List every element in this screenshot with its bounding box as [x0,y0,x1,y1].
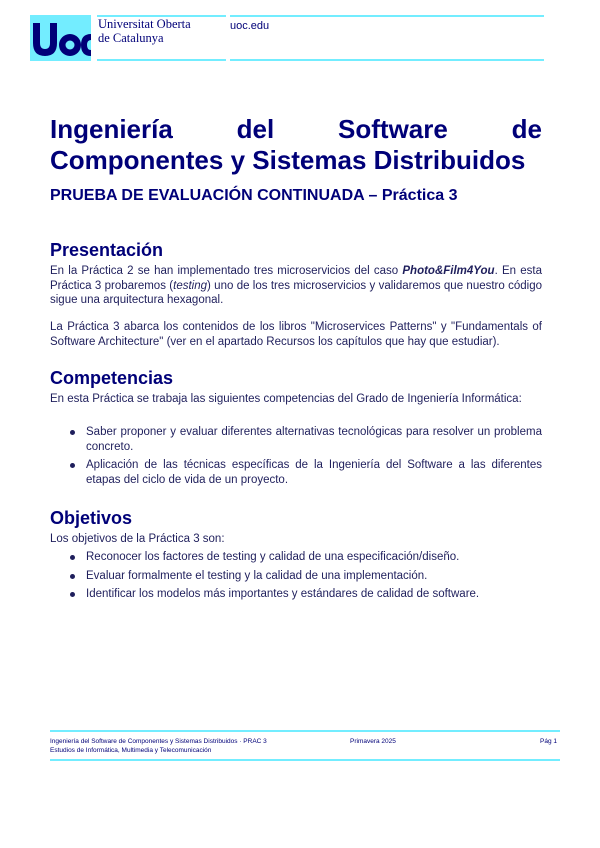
case-name: Photo&Film4You [402,265,495,277]
list-item: Reconocer los factores de testing y calidad de una especificación/diseño. [50,550,542,565]
document-subtitle: PRUEBA DE EVALUACIÓN CONTINUADA – Práctica 3 [50,187,458,204]
university-name [98,17,191,45]
objetivos-list [50,550,542,602]
footer-semester: Primavera 2025 [350,738,396,745]
document-title: Ingeniería del Software de Componentes y Sistemas Distribuidos [50,114,542,175]
university-name-line2: de Catalunya [98,31,164,45]
presentacion-p1-mid: . En esta Práctica 3 probaremos ( [50,265,542,292]
presentacion-paragraph-2: La Práctica 3 abarca los contenidos de los libros "Microservices Patterns" y "Fundamentals of Software Architecture" (ver en el apartado Recursos los capítulos que hay que estudiar). [50,321,542,348]
presentacion-p1-after: ) uno de los tres microservicios y validaremos que nuestro código sigue una arquitectura hexagonal. [50,279,543,306]
presentacion-paragraph-1 [50,264,542,308]
list-item: Identificar los modelos más importantes y estándares de calidad de software. [50,587,542,602]
header-rule-right-top [230,15,544,17]
list-item: Saber proponer y evaluar diferentes alternativas tecnológicas para resolver un problema concreto. [50,425,542,454]
footer-page-number: Pág 1 [540,738,557,745]
section-heading-competencias: Competencias [50,368,174,388]
header-rule-right-bottom [230,59,544,61]
uoc-logo-mark [30,15,91,61]
footer-course: Ingeniería del Software de Componentes y Sistemas Distribuidos · PRAC 3 [50,738,267,745]
university-name-line1: Universitat Oberta [98,17,191,31]
objetivos-intro: Los objetivos de la Práctica 3 son: [50,533,225,545]
list-item: Aplicación de las técnicas específicas de la Ingeniería del Software a las diferentes etapas del ciclo de vida de un proyecto. [50,458,542,487]
presentacion-p1-before: En la Práctica 2 se han implementado tres microservicios del caso [50,265,403,277]
header-rule-left-top [97,15,226,17]
uoc-logo [30,15,91,61]
footer-rule-bottom [50,759,560,761]
footer-studies: Estudios de Informática, Multimedia y Telecomunicación [50,747,212,754]
list-item: Evaluar formalmente el testing y la calidad de una implementación. [50,569,542,584]
section-heading-objetivos: Objetivos [50,508,133,528]
section-heading-presentacion: Presentación [50,240,164,260]
competencias-list [50,425,542,487]
domain-link[interactable]: uoc.edu [230,20,270,32]
competencias-intro: En esta Práctica se trabaja las siguientes competencias del Grado de Ingeniería Informática: [50,393,522,405]
footer-rule-top [50,730,560,732]
header-rule-left-bottom [97,59,226,61]
testing-term: testing [173,279,208,292]
